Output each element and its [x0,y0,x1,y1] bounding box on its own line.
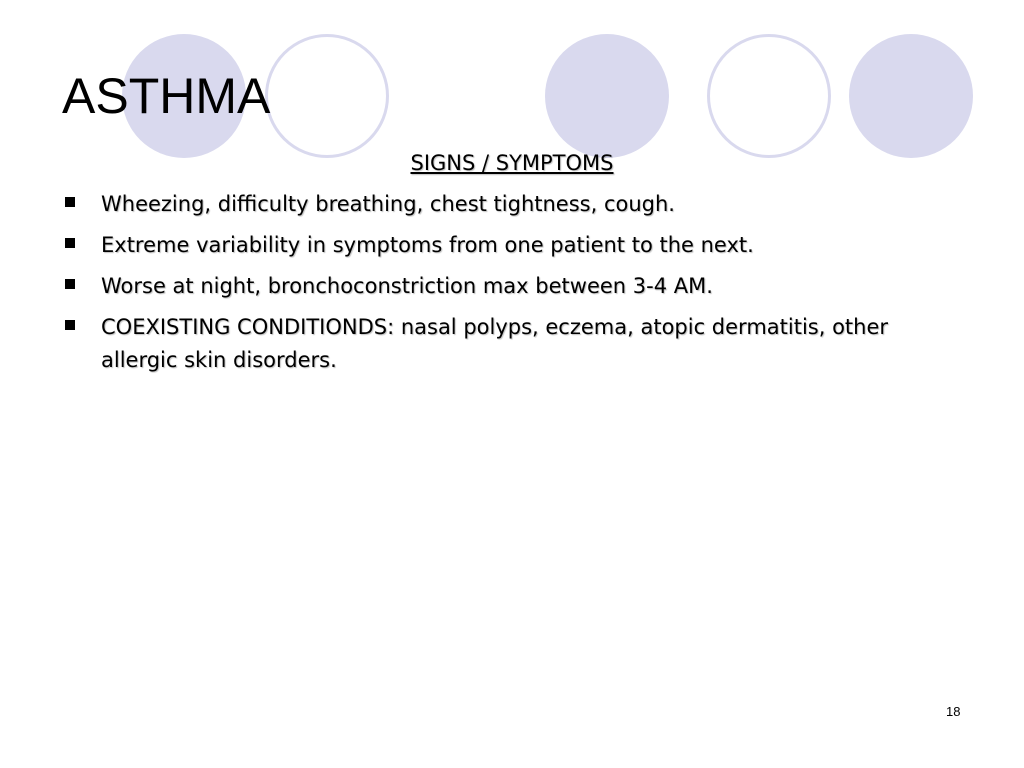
bullet-text: COEXISTING CONDITIONDS: nasal polyps, eczema, atopic dermatitis, other allergic skin disorders. [101,315,889,372]
square-bullet-icon [65,197,75,207]
decorative-circle-filled [849,34,973,158]
decorative-circle-filled [545,34,669,158]
bullet-text: Extreme variability in symptoms from one patient to the next. [101,233,754,257]
square-bullet-icon [65,279,75,289]
slide-subtitle: SIGNS / SYMPTOMS [410,151,614,175]
slide-title: ASTHMA [62,68,271,124]
page-number: 18 [946,704,961,719]
bullet-item [60,188,970,221]
decorative-circle-outline [265,34,389,158]
bullet-item [60,311,970,377]
square-bullet-icon [65,238,75,248]
bullet-item [60,229,970,262]
bullet-item [60,270,970,303]
square-bullet-icon [65,320,75,330]
bullet-text: Worse at night, bronchoconstriction max between 3-4 AM. [101,274,713,298]
bullet-text: Wheezing, difficulty breathing, chest tightness, cough. [101,192,675,216]
bullet-list [60,188,970,385]
decorative-circle-outline [707,34,831,158]
